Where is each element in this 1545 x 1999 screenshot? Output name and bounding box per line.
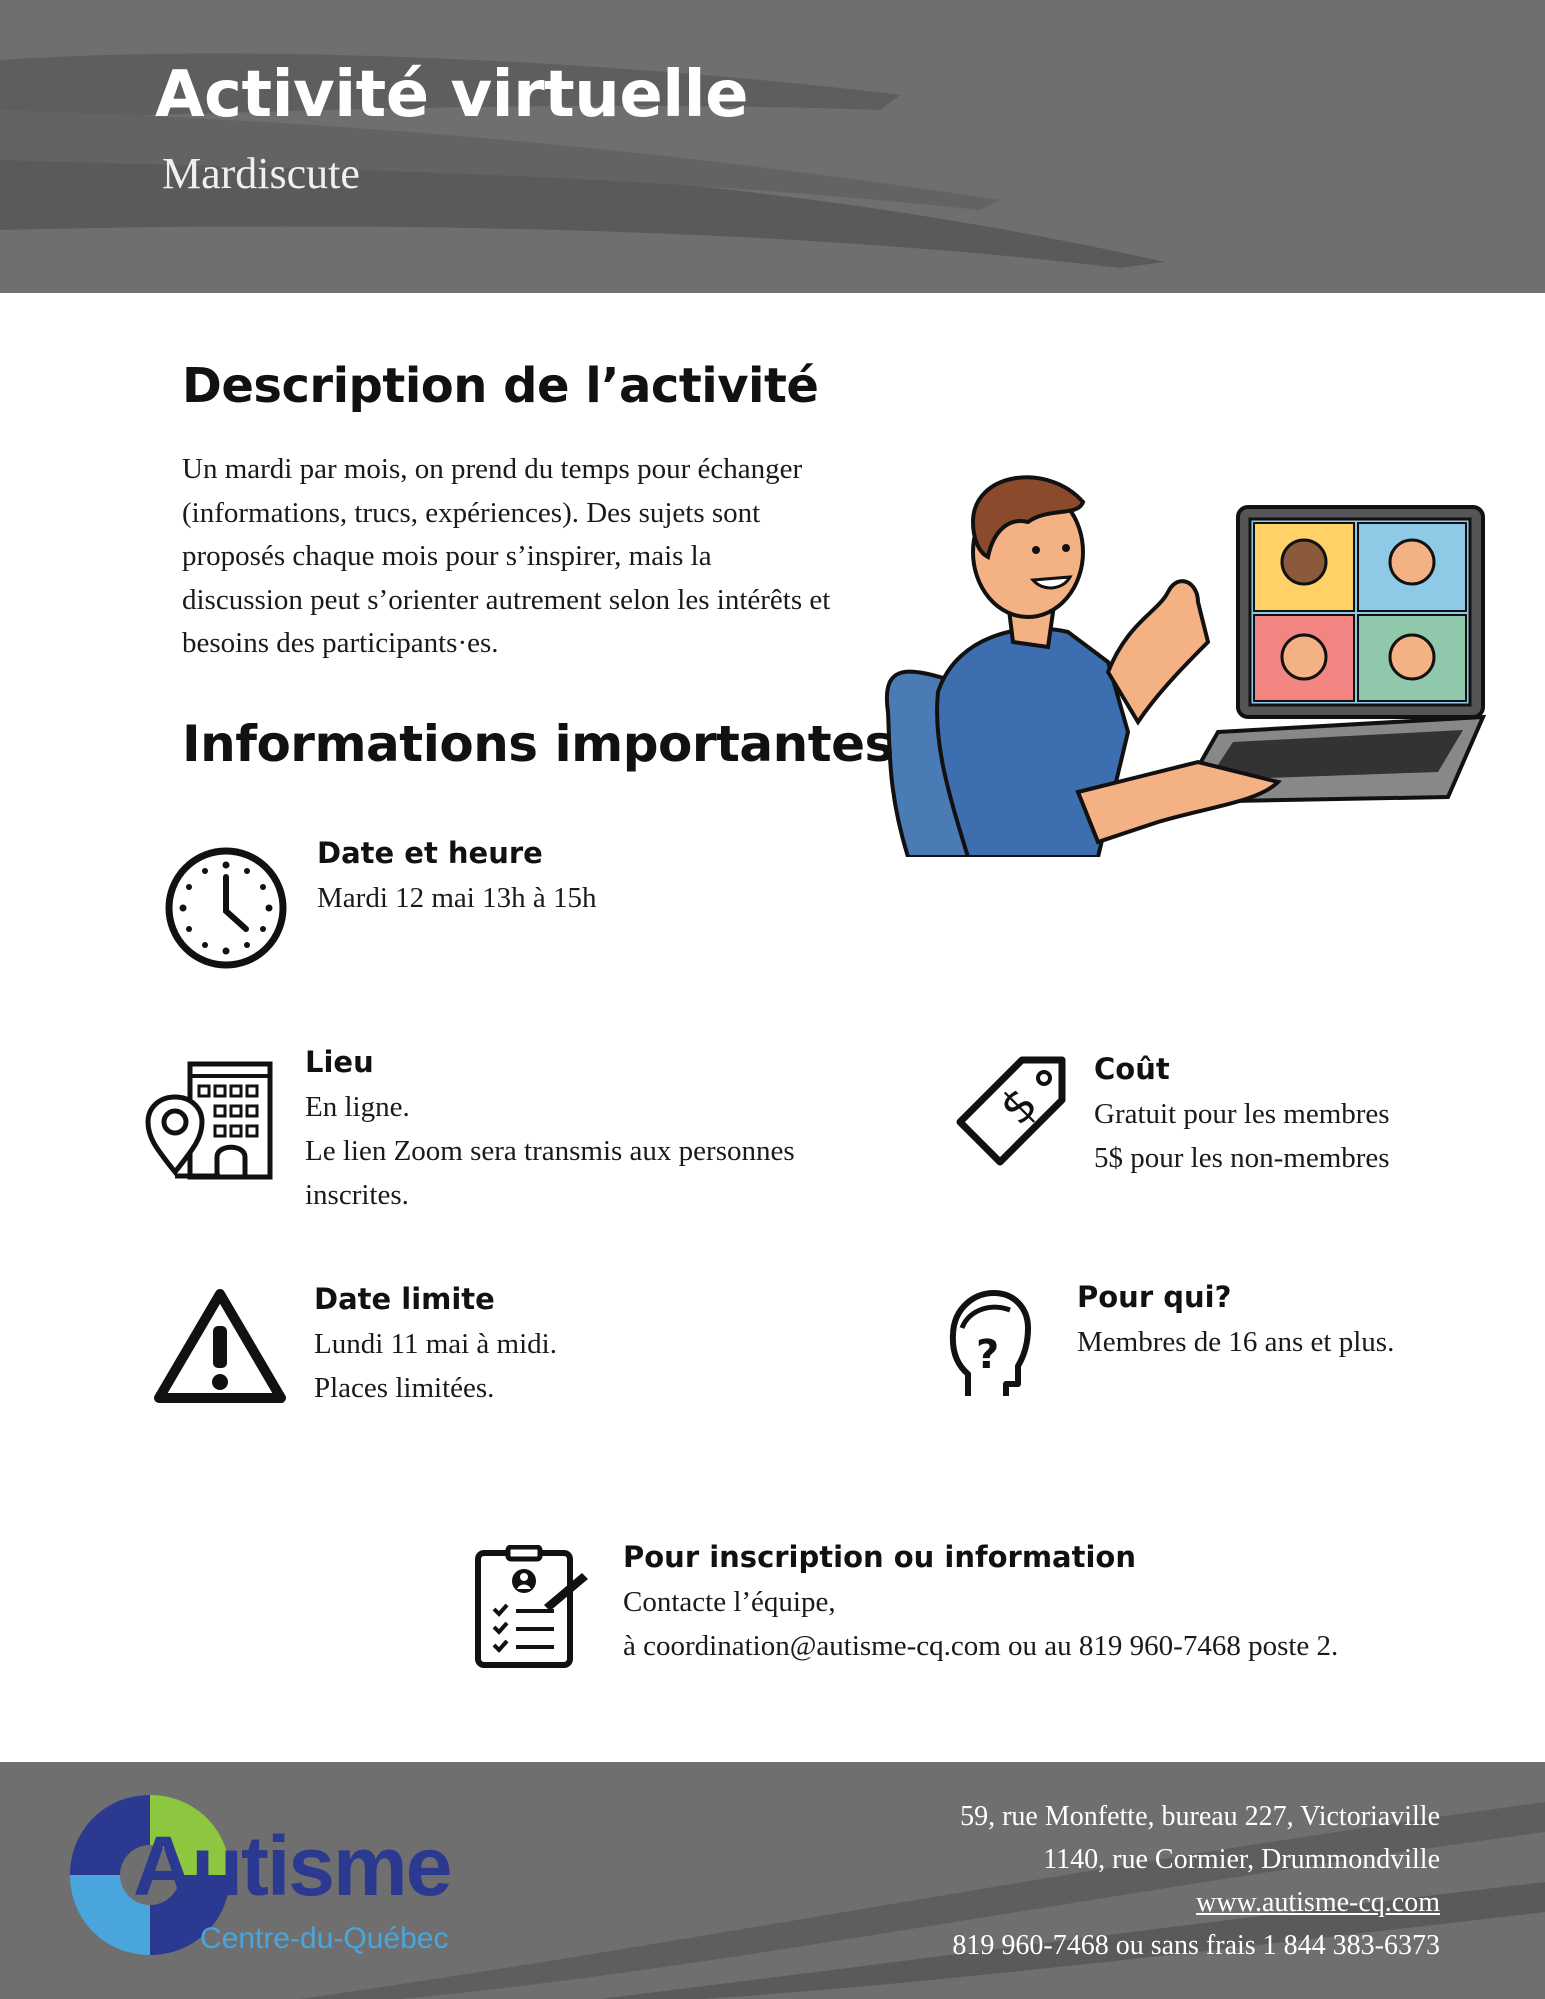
question-head-icon [948,1288,1032,1400]
lieu-line2: Le lien Zoom sera transmis aux personnes inscrites. [305,1135,795,1211]
video-call-illustration [878,462,1498,857]
info-title: Informations importantes [182,715,894,773]
price-tag-icon [952,1052,1070,1170]
date-label: Date et heure [317,836,543,870]
limite-block [314,1282,557,1410]
header-banner [0,0,1545,293]
page-subtitle: Mardiscute [162,149,360,198]
brush-stroke-decoration [0,0,1545,293]
cout-label: Coût [1094,1052,1170,1086]
warning-icon [154,1288,286,1404]
inscription-block [623,1540,1338,1668]
inscription-line1: Contacte l’équipe, [623,1586,836,1618]
building-location-icon [145,1052,277,1182]
svg-text:$: $ [988,1076,1048,1136]
description-text: Un mardi par mois, on prend du temps pour échanger (informations, trucs, expériences). Des sujets sont proposés chaque mois pour s’inspirer, mais la discussion peut s’orienter autrement selon les intérêts et besoins des participants·es. [182,453,831,659]
limite-line2: Places limitées. [314,1372,495,1404]
date-value: Mardi 12 mai 13h à 15h [317,882,597,914]
inscription-label: Pour inscription ou information [623,1540,1136,1574]
pourqui-value: Membres de 16 ans et plus. [1077,1326,1395,1358]
description-title: Description de l’activité [182,358,819,414]
lieu-block [305,1045,865,1217]
footer-address-block [952,1795,1440,1967]
logo-subtitle: Centre-du-Québec [200,1922,449,1955]
address-drummondville: 1140, rue Cormier, Drummondville [1043,1844,1440,1875]
cout-block [1094,1052,1390,1180]
clipboard-icon [474,1545,590,1669]
date-block [317,836,596,920]
pourqui-block [1077,1280,1394,1364]
phone-text: 819 960-7468 ou sans frais 1 844 383-6373 [952,1930,1440,1961]
limite-label: Date limite [314,1282,495,1316]
logo-wordmark: Autisme [133,1819,451,1913]
inscription-line2[interactable]: à coordination@autisme-cq.com ou au 819 960-7468 poste 2. [623,1630,1339,1662]
address-victoriaville: 59, rue Monfette, bureau 227, Victoriaville [960,1801,1440,1832]
limite-line1: Lundi 11 mai à midi. [314,1328,557,1360]
page-title: Activité virtuelle [155,58,748,132]
clock-icon [164,845,288,971]
svg-text:?: ? [976,1332,1000,1378]
pourqui-label: Pour qui? [1077,1280,1232,1314]
website-link[interactable]: www.autisme-cq.com [1196,1887,1440,1918]
cout-line2: 5$ pour les non-membres [1094,1142,1390,1174]
lieu-line1: En ligne. [305,1091,410,1123]
lieu-label: Lieu [305,1045,374,1079]
cout-line1: Gratuit pour les membres [1094,1098,1390,1130]
